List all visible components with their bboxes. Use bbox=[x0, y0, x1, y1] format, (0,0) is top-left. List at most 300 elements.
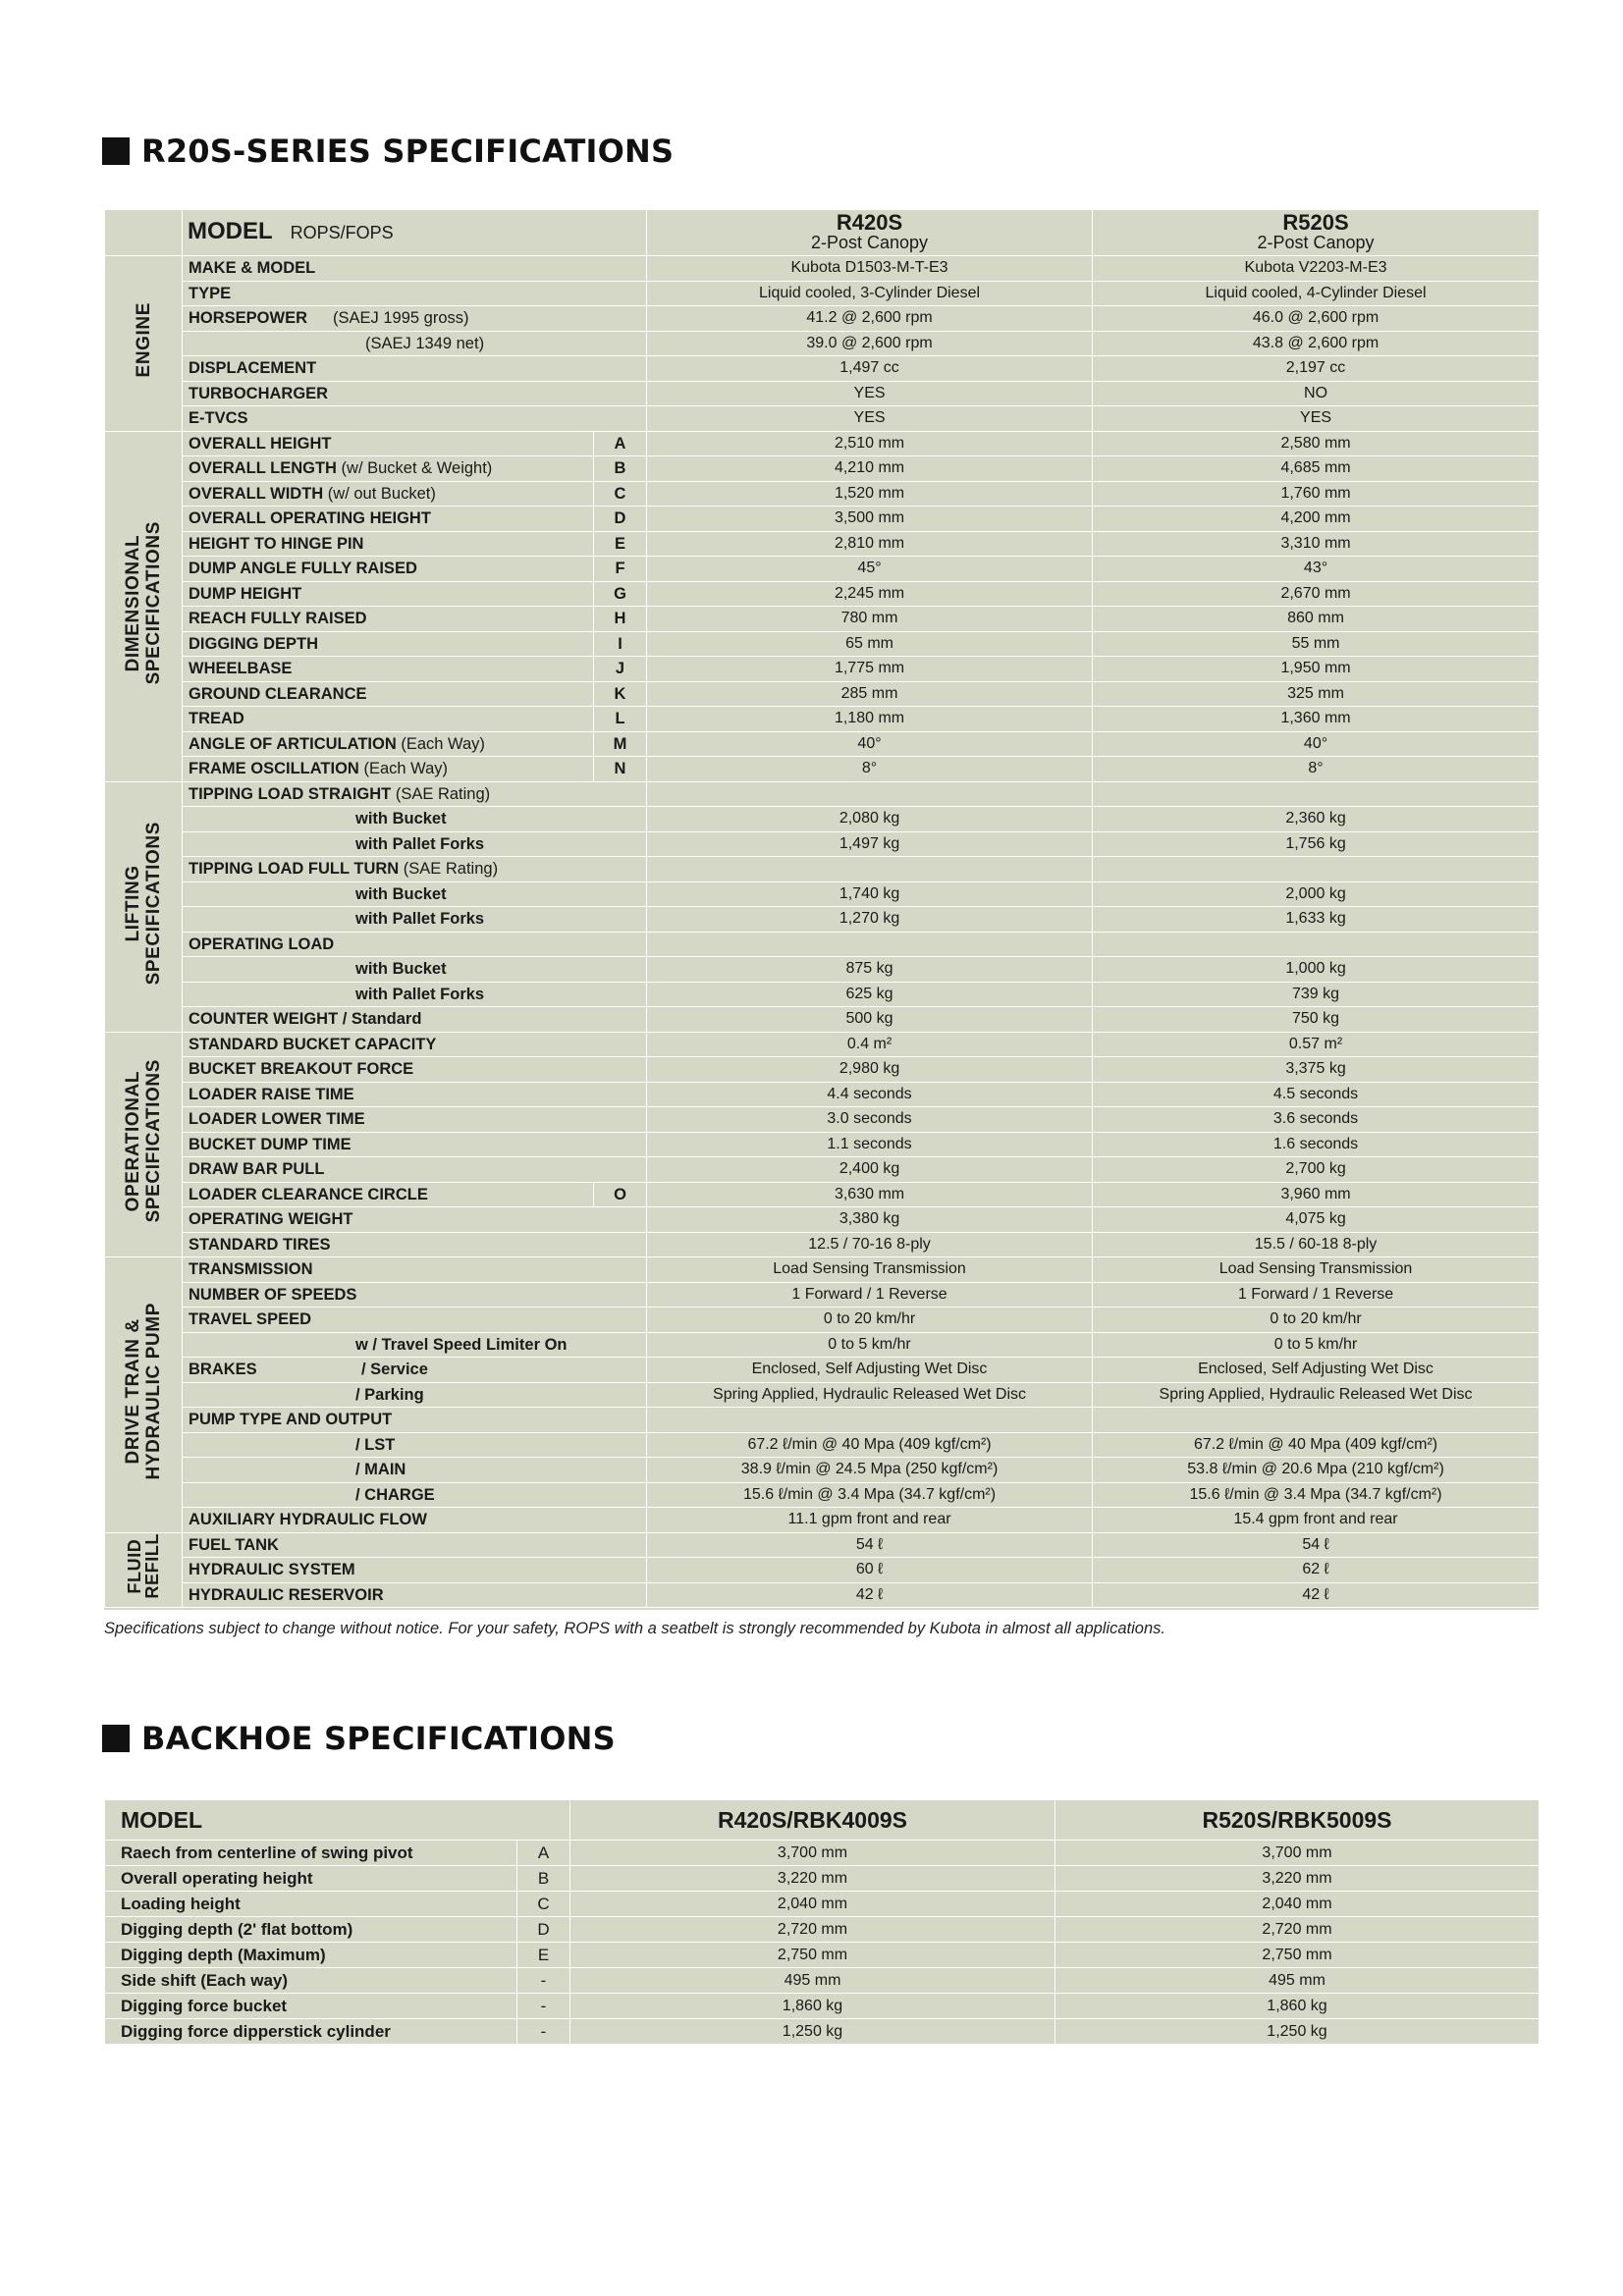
value-r420s bbox=[647, 781, 1093, 807]
table-row bbox=[105, 557, 1540, 582]
dimension-letter: - bbox=[517, 1994, 570, 2019]
row-label: AUXILIARY HYDRAULIC FLOW bbox=[183, 1508, 647, 1533]
section-fluid-refill bbox=[105, 1532, 183, 1608]
value-r420s: 39.0 @ 2,600 rpm bbox=[647, 331, 1093, 356]
section-label: FLUID REFILL bbox=[125, 1533, 162, 1600]
value-r420s: 495 mm bbox=[570, 1968, 1055, 1994]
value-r520s: 739 kg bbox=[1093, 982, 1540, 1007]
table-row bbox=[105, 331, 1540, 356]
dimension-letter: A bbox=[594, 431, 647, 456]
row-label: TYPE bbox=[183, 281, 647, 306]
table-row bbox=[105, 857, 1540, 882]
row-label: E-TVCS bbox=[183, 406, 647, 432]
table-row bbox=[105, 256, 1540, 282]
row-label: GROUND CLEARANCE bbox=[183, 681, 594, 707]
label-sub: / Service bbox=[361, 1361, 428, 1379]
value-r520s: 2,720 mm bbox=[1055, 1917, 1540, 1943]
label-main: OVERALL WIDTH bbox=[189, 484, 324, 503]
value-r420s: 2,720 mm bbox=[570, 1917, 1055, 1943]
model-name: R520S bbox=[1282, 210, 1349, 235]
row-label: with Pallet Forks bbox=[183, 982, 647, 1007]
table-row bbox=[105, 1943, 1540, 1968]
value-r420s: 3,380 kg bbox=[647, 1207, 1093, 1233]
section-engine bbox=[105, 256, 183, 432]
row-label: DRAW BAR PULL bbox=[183, 1157, 647, 1183]
row-label: PUMP TYPE AND OUTPUT bbox=[183, 1408, 647, 1433]
heading-square-icon bbox=[102, 1725, 130, 1752]
value-r520s: 2,040 mm bbox=[1055, 1892, 1540, 1917]
label-note: (SAE Rating) bbox=[403, 860, 499, 879]
row-label: FUEL TANK bbox=[183, 1532, 647, 1558]
row-label: STANDARD TIRES bbox=[183, 1232, 647, 1257]
value-r520s: 15.6 ℓ/min @ 3.4 Mpa (34.7 kgf/cm²) bbox=[1093, 1482, 1540, 1508]
value-r420s: 12.5 / 70-16 8-ply bbox=[647, 1232, 1093, 1257]
table-row bbox=[105, 731, 1540, 757]
value-r420s: 1,250 kg bbox=[570, 2019, 1055, 2045]
value-r420s: Kubota D1503-M-T-E3 bbox=[647, 256, 1093, 282]
model-sub: 2-Post Canopy bbox=[1257, 233, 1375, 252]
row-label: with Bucket bbox=[183, 881, 647, 907]
table-row bbox=[105, 2019, 1540, 2045]
label-note: (w/ Bucket & Weight) bbox=[341, 459, 493, 478]
row-label: with Bucket bbox=[183, 807, 647, 832]
dimension-letter: O bbox=[594, 1182, 647, 1207]
dimension-letter: C bbox=[594, 481, 647, 507]
section-lifting bbox=[105, 781, 183, 1032]
table-row bbox=[105, 957, 1540, 983]
dimension-letter: N bbox=[594, 757, 647, 782]
dimension-letter: M bbox=[594, 731, 647, 757]
value-r520s: 1,760 mm bbox=[1093, 481, 1540, 507]
value-r420s: 1,497 cc bbox=[647, 356, 1093, 382]
table-row bbox=[105, 1182, 1540, 1207]
value-r520s: 1.6 seconds bbox=[1093, 1132, 1540, 1157]
value-r520s: 1,860 kg bbox=[1055, 1994, 1540, 2019]
row-label: (SAEJ 1349 net) bbox=[183, 331, 647, 356]
table-row bbox=[105, 1232, 1540, 1257]
value-r420s: 0.4 m² bbox=[647, 1032, 1093, 1057]
table-row bbox=[105, 1308, 1540, 1333]
dimension-letter: C bbox=[517, 1892, 570, 1917]
value-r420s: 2,980 kg bbox=[647, 1057, 1093, 1083]
row-label: TRANSMISSION bbox=[183, 1257, 647, 1283]
value-r420s: 780 mm bbox=[647, 607, 1093, 632]
table-row bbox=[105, 707, 1540, 732]
value-r420s: Liquid cooled, 3-Cylinder Diesel bbox=[647, 281, 1093, 306]
table-row bbox=[105, 1382, 1540, 1408]
row-label: TRAVEL SPEED bbox=[183, 1308, 647, 1333]
value-r420s: 65 mm bbox=[647, 631, 1093, 657]
row-label: / LST bbox=[183, 1432, 647, 1458]
row-label: TREAD bbox=[183, 707, 594, 732]
row-label: Digging depth (2' flat bottom) bbox=[105, 1917, 517, 1943]
value-r520s: 46.0 @ 2,600 rpm bbox=[1093, 306, 1540, 332]
row-label: HYDRAULIC RESERVOIR bbox=[183, 1582, 647, 1608]
value-r420s: 11.1 gpm front and rear bbox=[647, 1508, 1093, 1533]
value-r420s: 40° bbox=[647, 731, 1093, 757]
row-label: REACH FULLY RAISED bbox=[183, 607, 594, 632]
dimension-letter: F bbox=[594, 557, 647, 582]
value-r520s: YES bbox=[1093, 406, 1540, 432]
value-r420s: 8° bbox=[647, 757, 1093, 782]
row-label: HEIGHT TO HINGE PIN bbox=[183, 531, 594, 557]
value-r520s: 4,200 mm bbox=[1093, 507, 1540, 532]
value-r420s: 625 kg bbox=[647, 982, 1093, 1007]
label-main: ANGLE OF ARTICULATION bbox=[189, 734, 397, 753]
table-row bbox=[105, 481, 1540, 507]
label-main: HORSEPOWER bbox=[189, 309, 308, 328]
value-r420s: 2,750 mm bbox=[570, 1943, 1055, 1968]
row-label: DISPLACEMENT bbox=[183, 356, 647, 382]
spec-heading-text: R20S-SERIES SPECIFICATIONS bbox=[141, 133, 675, 170]
row-label: Digging force bucket bbox=[105, 1994, 517, 2019]
row-label: HYDRAULIC SYSTEM bbox=[183, 1558, 647, 1583]
value-r520s: Load Sensing Transmission bbox=[1093, 1257, 1540, 1283]
table-row bbox=[105, 1558, 1540, 1583]
value-r420s: 60 ℓ bbox=[647, 1558, 1093, 1583]
spec-heading bbox=[102, 132, 674, 171]
row-label: Loading height bbox=[105, 1892, 517, 1917]
table-row bbox=[105, 1866, 1540, 1892]
section-drive-train bbox=[105, 1257, 183, 1533]
column-header-r520s bbox=[1093, 210, 1540, 256]
value-r420s: 500 kg bbox=[647, 1007, 1093, 1033]
row-label: LOADER RAISE TIME bbox=[183, 1082, 647, 1107]
table-row bbox=[105, 1207, 1540, 1233]
row-label bbox=[183, 481, 594, 507]
value-r420s: 38.9 ℓ/min @ 24.5 Mpa (250 kgf/cm²) bbox=[647, 1458, 1093, 1483]
row-label: w / Travel Speed Limiter On bbox=[183, 1332, 647, 1358]
row-label: COUNTER WEIGHT / Standard bbox=[183, 1007, 647, 1033]
value-r520s: 1,950 mm bbox=[1093, 657, 1540, 682]
value-r520s: 0 to 20 km/hr bbox=[1093, 1308, 1540, 1333]
row-label: BUCKET DUMP TIME bbox=[183, 1132, 647, 1157]
row-label: OVERALL HEIGHT bbox=[183, 431, 594, 456]
dimension-letter: B bbox=[594, 456, 647, 482]
value-r520s: 2,700 kg bbox=[1093, 1157, 1540, 1183]
table-row bbox=[105, 306, 1540, 332]
table-row bbox=[105, 807, 1540, 832]
row-label bbox=[183, 757, 594, 782]
table-row bbox=[105, 681, 1540, 707]
value-r520s: 3,220 mm bbox=[1055, 1866, 1540, 1892]
value-r420s: 1,520 mm bbox=[647, 481, 1093, 507]
dimension-letter: K bbox=[594, 681, 647, 707]
value-r420s: 42 ℓ bbox=[647, 1582, 1093, 1608]
row-label: LOADER LOWER TIME bbox=[183, 1107, 647, 1133]
value-r420s: 2,080 kg bbox=[647, 807, 1093, 832]
backhoe-table bbox=[104, 1799, 1539, 2045]
value-r420s: 2,245 mm bbox=[647, 581, 1093, 607]
value-r520s: 43° bbox=[1093, 557, 1540, 582]
table-row bbox=[105, 356, 1540, 382]
dimension-letter: E bbox=[594, 531, 647, 557]
value-r520s: Spring Applied, Hydraulic Released Wet Disc bbox=[1093, 1382, 1540, 1408]
table-row bbox=[105, 757, 1540, 782]
row-label: Digging depth (Maximum) bbox=[105, 1943, 517, 1968]
value-r420s: Load Sensing Transmission bbox=[647, 1257, 1093, 1283]
row-label bbox=[183, 857, 647, 882]
table-row bbox=[105, 1994, 1540, 2019]
value-r520s: 3,700 mm bbox=[1055, 1841, 1540, 1866]
value-r420s: 2,510 mm bbox=[647, 431, 1093, 456]
table-row bbox=[105, 1032, 1540, 1057]
table-row bbox=[105, 657, 1540, 682]
row-label: / CHARGE bbox=[183, 1482, 647, 1508]
value-r520s: 1,633 kg bbox=[1093, 907, 1540, 933]
label-main: OVERALL LENGTH bbox=[189, 459, 337, 478]
value-r520s: 1,756 kg bbox=[1093, 831, 1540, 857]
row-label: BUCKET BREAKOUT FORCE bbox=[183, 1057, 647, 1083]
heading-square-icon bbox=[102, 137, 130, 165]
table-row bbox=[105, 1532, 1540, 1558]
value-r420s: 1,740 kg bbox=[647, 881, 1093, 907]
value-r420s: 1,775 mm bbox=[647, 657, 1093, 682]
value-r420s: 45° bbox=[647, 557, 1093, 582]
table-row bbox=[105, 1282, 1540, 1308]
row-label: WHEELBASE bbox=[183, 657, 594, 682]
section-label: OPERATIONAL SPECIFICATIONS bbox=[123, 1059, 164, 1223]
value-r520s bbox=[1093, 1408, 1540, 1433]
table-row bbox=[105, 1582, 1540, 1608]
value-r420s: 2,040 mm bbox=[570, 1892, 1055, 1917]
value-r420s: 1,180 mm bbox=[647, 707, 1093, 732]
value-r420s: 0 to 20 km/hr bbox=[647, 1308, 1093, 1333]
column-header-r520s: R520S/RBK5009S bbox=[1055, 1800, 1540, 1841]
value-r420s: 2,810 mm bbox=[647, 531, 1093, 557]
row-label: STANDARD BUCKET CAPACITY bbox=[183, 1032, 647, 1057]
dimension-letter: J bbox=[594, 657, 647, 682]
dimension-letter: H bbox=[594, 607, 647, 632]
dimension-letter: - bbox=[517, 2019, 570, 2045]
table-row bbox=[105, 1057, 1540, 1083]
value-r520s: 42 ℓ bbox=[1093, 1582, 1540, 1608]
row-label: DUMP ANGLE FULLY RAISED bbox=[183, 557, 594, 582]
table-row bbox=[105, 1257, 1540, 1283]
model-label: MODEL bbox=[105, 1800, 570, 1841]
value-r420s: 0 to 5 km/hr bbox=[647, 1332, 1093, 1358]
value-r520s: 4,685 mm bbox=[1093, 456, 1540, 482]
value-r420s: 41.2 @ 2,600 rpm bbox=[647, 306, 1093, 332]
dimension-letter: B bbox=[517, 1866, 570, 1892]
value-r420s bbox=[647, 932, 1093, 957]
table-row bbox=[105, 1408, 1540, 1433]
value-r420s: 15.6 ℓ/min @ 3.4 Mpa (34.7 kgf/cm²) bbox=[647, 1482, 1093, 1508]
row-label: NUMBER OF SPEEDS bbox=[183, 1282, 647, 1308]
value-r520s: 1 Forward / 1 Reverse bbox=[1093, 1282, 1540, 1308]
value-r520s bbox=[1093, 857, 1540, 882]
value-r520s: 1,360 mm bbox=[1093, 707, 1540, 732]
row-label: DIGGING DEPTH bbox=[183, 631, 594, 657]
footnote: Specifications subject to change without notice. For your safety, ROPS with a seatbelt is strongly recommended by Kubota in almost all applications. bbox=[104, 1620, 1165, 1637]
value-r520s: 3.6 seconds bbox=[1093, 1107, 1540, 1133]
table-row bbox=[105, 932, 1540, 957]
row-label: TURBOCHARGER bbox=[183, 381, 647, 406]
model-label: MODEL bbox=[188, 218, 273, 244]
value-r420s: 3.0 seconds bbox=[647, 1107, 1093, 1133]
value-r420s: 4.4 seconds bbox=[647, 1082, 1093, 1107]
value-r520s: 15.5 / 60-18 8-ply bbox=[1093, 1232, 1540, 1257]
section-label: DRIVE TRAIN & HYDRAULIC PUMP bbox=[123, 1303, 164, 1480]
label-note: (SAE Rating) bbox=[395, 784, 491, 803]
dimension-letter: L bbox=[594, 707, 647, 732]
label-sub: (SAEJ 1995 gross) bbox=[333, 309, 469, 328]
model-sub: 2-Post Canopy bbox=[810, 233, 929, 252]
value-r520s: 40° bbox=[1093, 731, 1540, 757]
table-row bbox=[105, 1458, 1540, 1483]
value-r420s: 1,860 kg bbox=[570, 1994, 1055, 2019]
column-header-r420s bbox=[647, 210, 1093, 256]
value-r520s: 67.2 ℓ/min @ 40 Mpa (409 kgf/cm²) bbox=[1093, 1432, 1540, 1458]
row-label bbox=[183, 306, 647, 332]
row-label: Digging force dipperstick cylinder bbox=[105, 2019, 517, 2045]
backhoe-heading bbox=[102, 1719, 616, 1758]
row-label: DUMP HEIGHT bbox=[183, 581, 594, 607]
dimension-letter: A bbox=[517, 1841, 570, 1866]
value-r420s: YES bbox=[647, 381, 1093, 406]
value-r420s bbox=[647, 1408, 1093, 1433]
value-r420s: 67.2 ℓ/min @ 40 Mpa (409 kgf/cm²) bbox=[647, 1432, 1093, 1458]
table-row bbox=[105, 1917, 1540, 1943]
value-r420s: 3,700 mm bbox=[570, 1841, 1055, 1866]
value-r420s: 1 Forward / 1 Reverse bbox=[647, 1282, 1093, 1308]
table-row bbox=[105, 881, 1540, 907]
label-note: (w/ out Bucket) bbox=[327, 484, 436, 503]
table-row bbox=[105, 381, 1540, 406]
specifications-table bbox=[104, 209, 1539, 1610]
label-note: (Each Way) bbox=[401, 734, 485, 753]
value-r520s: 2,580 mm bbox=[1093, 431, 1540, 456]
value-r420s: 1,270 kg bbox=[647, 907, 1093, 933]
table-row bbox=[105, 1432, 1540, 1458]
table-row bbox=[105, 1358, 1540, 1383]
table-row bbox=[105, 581, 1540, 607]
table-row bbox=[105, 1332, 1540, 1358]
value-r420s: 1,497 kg bbox=[647, 831, 1093, 857]
value-r520s: 55 mm bbox=[1093, 631, 1540, 657]
value-r520s: 1,000 kg bbox=[1093, 957, 1540, 983]
row-label bbox=[183, 1358, 647, 1383]
table-row bbox=[105, 982, 1540, 1007]
value-r520s: 2,000 kg bbox=[1093, 881, 1540, 907]
section-dimensional bbox=[105, 431, 183, 781]
value-r520s: 54 ℓ bbox=[1093, 1532, 1540, 1558]
row-label bbox=[183, 456, 594, 482]
row-label: MAKE & MODEL bbox=[183, 256, 647, 282]
value-r520s: 2,360 kg bbox=[1093, 807, 1540, 832]
table-header-row bbox=[105, 1800, 1540, 1841]
table-row bbox=[105, 1841, 1540, 1866]
model-header bbox=[183, 210, 647, 256]
dimension-letter: E bbox=[517, 1943, 570, 1968]
row-label: with Bucket bbox=[183, 957, 647, 983]
value-r420s: 2,400 kg bbox=[647, 1157, 1093, 1183]
backhoe-heading-text: BACKHOE SPECIFICATIONS bbox=[141, 1720, 616, 1757]
table-header-row bbox=[105, 210, 1540, 256]
value-r520s: 2,197 cc bbox=[1093, 356, 1540, 382]
dimension-letter: G bbox=[594, 581, 647, 607]
value-r520s: Kubota V2203-M-E3 bbox=[1093, 256, 1540, 282]
table-row bbox=[105, 607, 1540, 632]
value-r520s bbox=[1093, 781, 1540, 807]
table-row bbox=[105, 1132, 1540, 1157]
table-row bbox=[105, 631, 1540, 657]
label-main: FRAME OSCILLATION bbox=[189, 760, 359, 778]
value-r420s: 1.1 seconds bbox=[647, 1132, 1093, 1157]
row-label: with Pallet Forks bbox=[183, 831, 647, 857]
label-main: BRAKES bbox=[189, 1361, 257, 1379]
table-row bbox=[105, 1892, 1540, 1917]
value-r420s: 3,500 mm bbox=[647, 507, 1093, 532]
table-row bbox=[105, 831, 1540, 857]
value-r520s: 3,375 kg bbox=[1093, 1057, 1540, 1083]
row-label: / Parking bbox=[183, 1382, 647, 1408]
value-r520s: 495 mm bbox=[1055, 1968, 1540, 1994]
value-r520s: 2,750 mm bbox=[1055, 1943, 1540, 1968]
table-row bbox=[105, 907, 1540, 933]
value-r520s: 62 ℓ bbox=[1093, 1558, 1540, 1583]
value-r520s: 4,075 kg bbox=[1093, 1207, 1540, 1233]
value-r520s: 1,250 kg bbox=[1055, 2019, 1540, 2045]
table-row bbox=[105, 281, 1540, 306]
value-r420s: 54 ℓ bbox=[647, 1532, 1093, 1558]
table-row bbox=[105, 781, 1540, 807]
row-label: OPERATING WEIGHT bbox=[183, 1207, 647, 1233]
value-r420s: 3,630 mm bbox=[647, 1182, 1093, 1207]
value-r520s: 0 to 5 km/hr bbox=[1093, 1332, 1540, 1358]
row-label: Overall operating height bbox=[105, 1866, 517, 1892]
dimension-letter: - bbox=[517, 1968, 570, 1994]
row-label: OVERALL OPERATING HEIGHT bbox=[183, 507, 594, 532]
value-r520s: Liquid cooled, 4-Cylinder Diesel bbox=[1093, 281, 1540, 306]
row-label: Raech from centerline of swing pivot bbox=[105, 1841, 517, 1866]
value-r520s: 3,310 mm bbox=[1093, 531, 1540, 557]
section-label: LIFTING SPECIFICATIONS bbox=[123, 821, 164, 986]
value-r420s: 875 kg bbox=[647, 957, 1093, 983]
row-label: Side shift (Each way) bbox=[105, 1968, 517, 1994]
value-r520s: 0.57 m² bbox=[1093, 1032, 1540, 1057]
value-r420s: Spring Applied, Hydraulic Released Wet Disc bbox=[647, 1382, 1093, 1408]
label-main: TIPPING LOAD STRAIGHT bbox=[189, 784, 392, 803]
label-note: (Each Way) bbox=[363, 760, 449, 778]
row-label: OPERATING LOAD bbox=[183, 932, 647, 957]
dimension-letter: D bbox=[517, 1917, 570, 1943]
column-header-r420s: R420S/RBK4009S bbox=[570, 1800, 1055, 1841]
value-r520s: 53.8 ℓ/min @ 20.6 Mpa (210 kgf/cm²) bbox=[1093, 1458, 1540, 1483]
table-row bbox=[105, 456, 1540, 482]
value-r420s: 285 mm bbox=[647, 681, 1093, 707]
table-row bbox=[105, 1508, 1540, 1533]
row-label bbox=[183, 781, 647, 807]
label-main: TIPPING LOAD FULL TURN bbox=[189, 860, 400, 879]
model-sublabel: ROPS/FOPS bbox=[290, 223, 394, 242]
model-name: R420S bbox=[836, 210, 903, 235]
value-r420s: 4,210 mm bbox=[647, 456, 1093, 482]
value-r520s: 8° bbox=[1093, 757, 1540, 782]
table-row bbox=[105, 1968, 1540, 1994]
value-r420s: YES bbox=[647, 406, 1093, 432]
table-row bbox=[105, 431, 1540, 456]
row-label: LOADER CLEARANCE CIRCLE bbox=[183, 1182, 594, 1207]
value-r420s: Enclosed, Self Adjusting Wet Disc bbox=[647, 1358, 1093, 1383]
value-r520s: 15.4 gpm front and rear bbox=[1093, 1508, 1540, 1533]
row-label bbox=[183, 731, 594, 757]
row-label: with Pallet Forks bbox=[183, 907, 647, 933]
value-r420s bbox=[647, 857, 1093, 882]
header-corner bbox=[105, 210, 183, 256]
table-row bbox=[105, 1157, 1540, 1183]
table-row bbox=[105, 1007, 1540, 1033]
